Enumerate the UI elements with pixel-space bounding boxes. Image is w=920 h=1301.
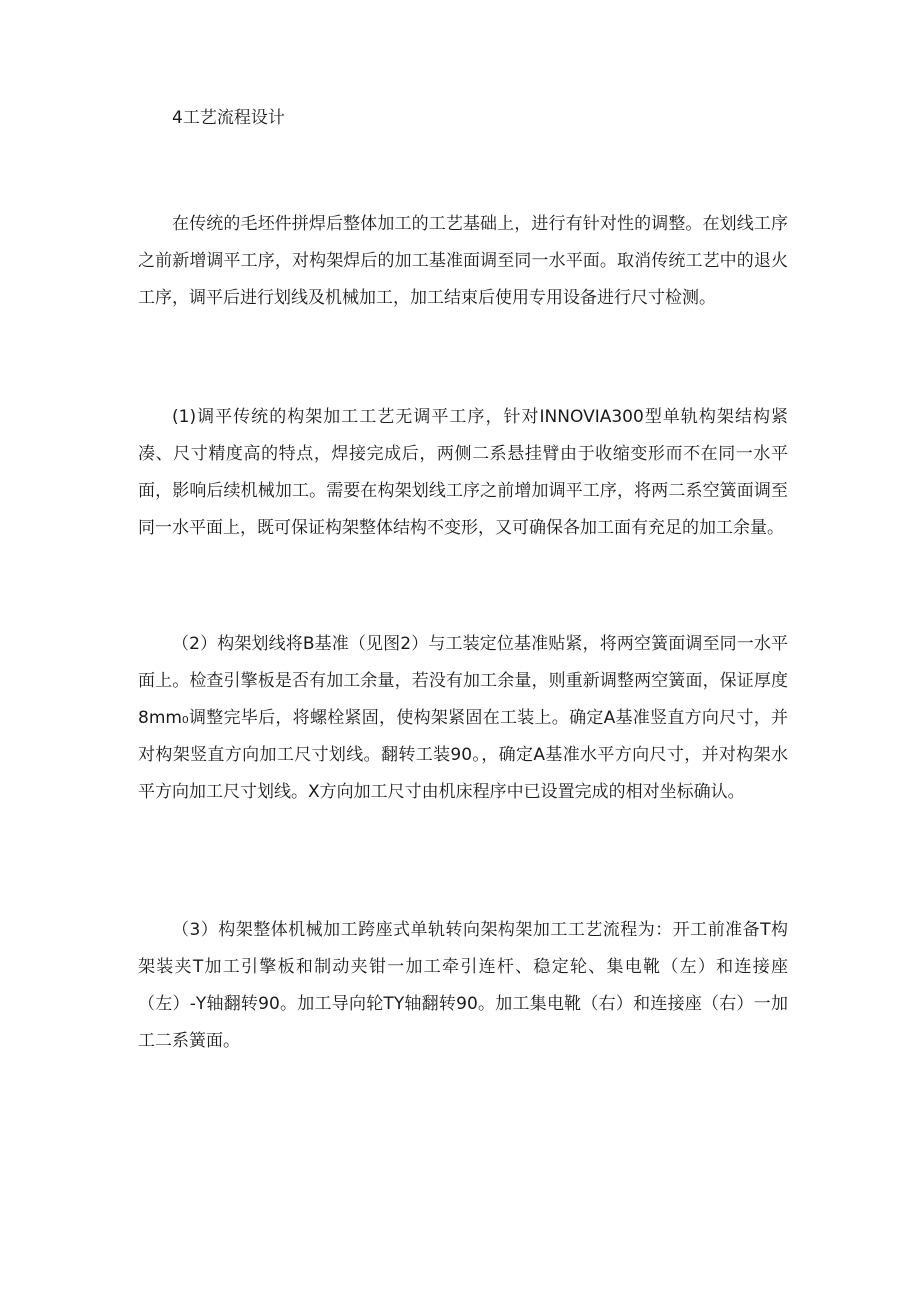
paragraph-intro: 在传统的毛坯件拼焊后整体加工的工艺基础上，进行有针对性的调整。在划线工序之前新增调平工序，对构架焊后的加工基准面调至同一水平面。取消传统工艺中的退火工序，调平后进行划线及机械加工，加工结束后使用专用设备进行尺寸检测。 [138, 214, 788, 308]
section-heading: 4工艺流程设计 [172, 108, 285, 128]
paragraph-leveling: (1)调平传统的构架加工工艺无调平工序，针对INNOVIA300型单轨构架结构紧凑、尺寸精度高的特点，焊接完成后，两侧二系悬挂臂由于收缩变形而不在同一水平面，影响后续机械加工。需要在构架划线工序之前增加调平工序，将两二系空簧面调至同一水平面上，既可保证构架整体结构不变形，又可确保各加工面有充足的加工余量。 [138, 407, 788, 538]
paragraph-machining: （3）构架整体机械加工跨座式单轨转向架构架加工工艺流程为：开工前准备T构架装夹T加工引擎板和制动夹钳一加工牵引连杆、稳定轮、集电靴（左）和连接座（左）-Y轴翻转90。加工导向轮TY轴翻转90。加工集电靴（右）和连接座（右）一加工二系簧面。 [138, 920, 788, 1051]
paragraph-marking: （2）构架划线将B基准（见图2）与工装定位基准贴紧，将两空簧面调至同一水平面上。检查引擎板是否有加工余量，若没有加工余量，则重新调整两空簧面，保证厚度8mm₀调整完毕后，将螺栓紧固，使构架紧固在工装上。确定A基准竖直方向尺寸，并对构架竖直方向加工尺寸划线。翻转工装90。，确定A基准水平方向尺寸，并对构架水平方向加工尺寸划线。X方向加工尺寸由机床程序中已设置完成的相对坐标确认。 [138, 634, 788, 802]
